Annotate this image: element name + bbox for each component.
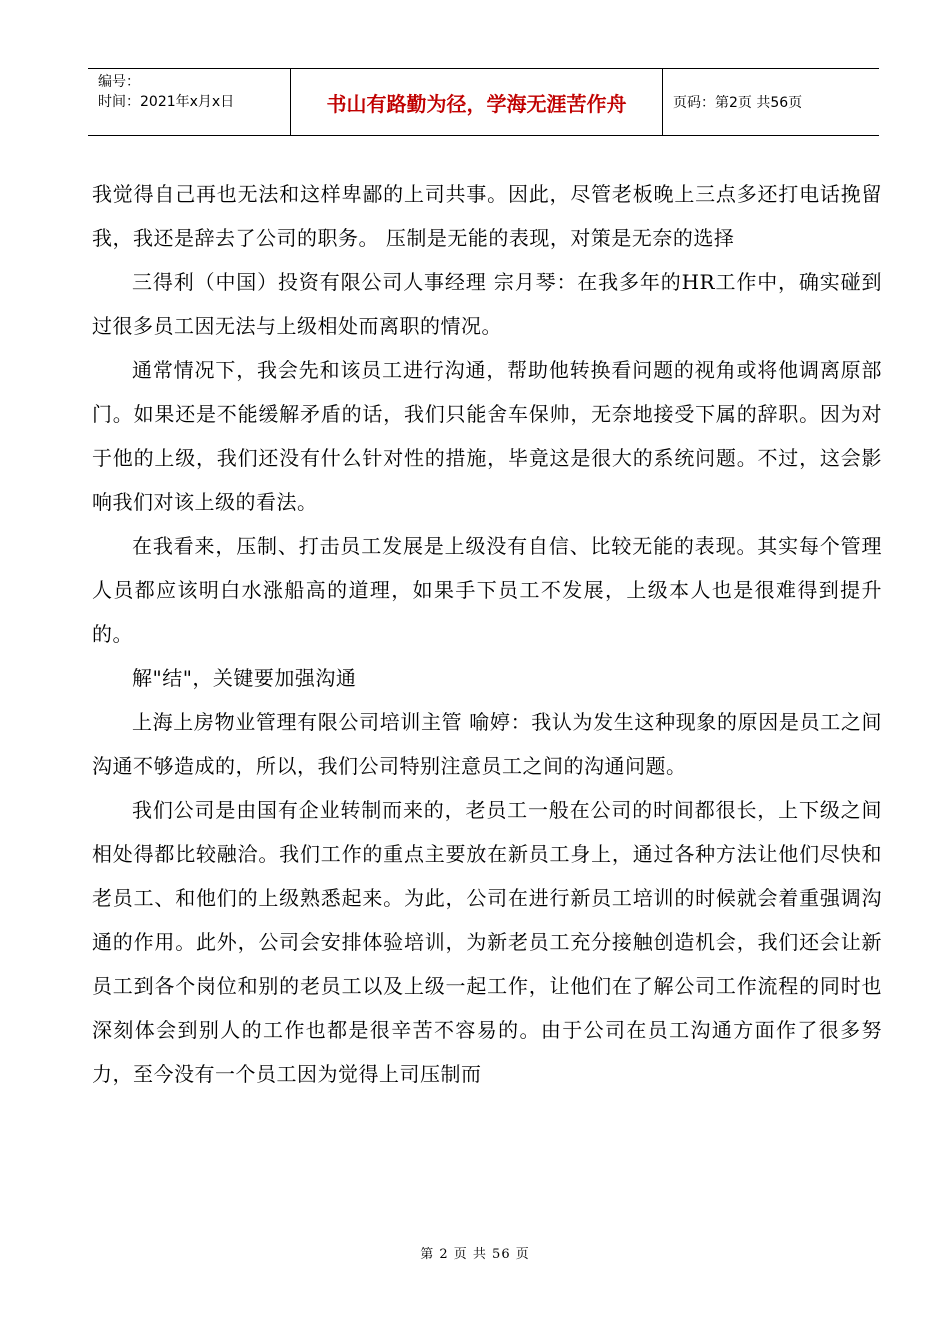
header-page-number: 页码：第2页 共56页 bbox=[673, 95, 803, 111]
body-paragraph: 我们公司是由国有企业转制而来的，老员工一般在公司的时间都很长，上下级之间相处得都比较融洽。我们工作的重点主要放在新员工身上，通过各种方法让他们尽快和老员工、和他们的上级熟悉起来。为此，公司在进行新员工培训的时候就会着重强调沟通的作用。此外，公司会安排体验培训，为新老员工充分接触创造机会，我们还会让新员工到各个岗位和别的老员工以及上级一起工作，让他们在了解公司工作流程的同时也深刻体会到别人的工作也都是很辛苦不容易的。由于公司在员工沟通方面作了很多努力，至今没有一个员工因为觉得上司压制而 bbox=[92, 798, 882, 1086]
page-footer: 第 2 页 共 56 页 bbox=[420, 1247, 530, 1262]
header-meta bbox=[88, 69, 291, 135]
header-slogan: 书山有路勤为径，学海无涯苦作舟 bbox=[291, 69, 663, 135]
body-paragraph: 我觉得自己再也无法和这样卑鄙的上司共事。因此，尽管老板晚上三点多还打电话挽留我，我还是辞去了公司的职务。 压制是无能的表现，对策是无奈的选择 bbox=[92, 182, 882, 250]
page-header bbox=[88, 68, 879, 136]
body-paragraph: 上海上房物业管理有限公司培训主管 喻婷：我认为发生这种现象的原因是员工之间沟通不够造成的，所以，我们公司特别注意员工之间的沟通问题。 bbox=[92, 710, 882, 778]
document-body bbox=[92, 172, 882, 1096]
body-paragraph: 三得利（中国）投资有限公司人事经理 宗月琴：在我多年的HR工作中，确实碰到过很多员工因无法与上级相处而离职的情况。 bbox=[92, 270, 882, 338]
body-paragraph: 通常情况下，我会先和该员工进行沟通，帮助他转换看问题的视角或将他调离原部门。如果还是不能缓解矛盾的话，我们只能舍车保帅，无奈地接受下属的辞职。因为对于他的上级，我们还没有什么针对性的措施，毕竟这是很大的系统问题。不过，这会影响我们对该上级的看法。 bbox=[92, 358, 882, 514]
body-paragraph: 在我看来，压制、打击员工发展是上级没有自信、比较无能的表现。其实每个管理人员都应该明白水涨船高的道理，如果手下员工不发展，上级本人也是很难得到提升的。 bbox=[92, 534, 882, 646]
document-number-label: 编号： bbox=[98, 74, 140, 90]
document-time-label: 时间：2021年x月x日 bbox=[98, 94, 235, 110]
section-heading: 解"结"，关键要加强沟通 bbox=[132, 666, 357, 690]
